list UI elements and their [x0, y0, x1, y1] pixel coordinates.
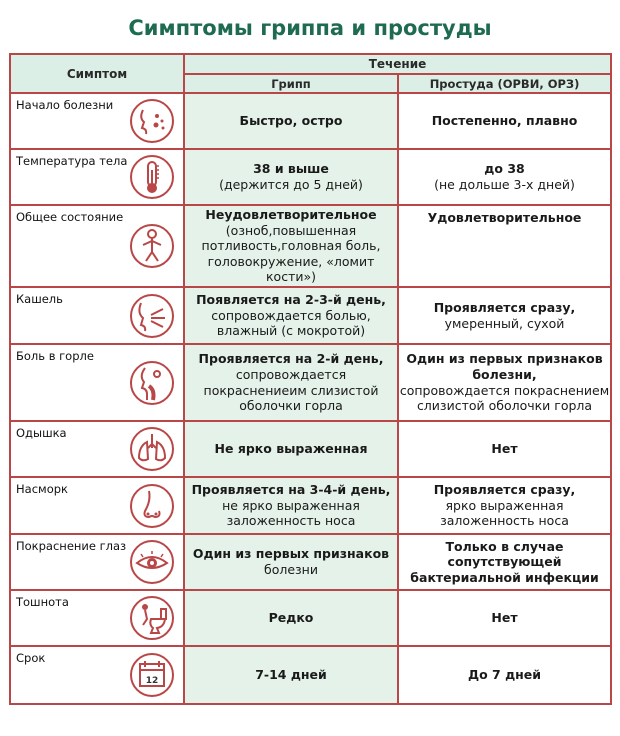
flu-value: Неудовлетворительное [205, 206, 377, 222]
cold-value: Один из первых признаков болезни, [406, 351, 603, 382]
page-title: Симптомы гриппа и простуды [128, 16, 492, 40]
flu-value: 7-14 дней [255, 667, 327, 683]
calendar-icon [129, 652, 175, 698]
flu-note: болезни [264, 562, 318, 577]
symptom-header: Симптом [10, 54, 184, 93]
sneeze-face-icon [129, 98, 175, 144]
flu-note: сопровождается покраснениеим слизистой оболочки горла [203, 366, 379, 414]
table-row [10, 205, 611, 287]
cold-value: Нет [491, 610, 518, 626]
cold-value: Проявляется сразу, [433, 482, 576, 498]
table-row [10, 421, 611, 477]
cold-value: Постепенно, плавно [431, 113, 578, 129]
flu-value: Не ярко выраженная [214, 441, 368, 457]
calendar-day: 12 [145, 676, 159, 686]
cold-value: До 7 дней [467, 667, 542, 683]
flu-value: Проявляется на 2-й день, [198, 351, 384, 367]
cold-header: Простуда (ОРВИ, ОРЗ) [398, 74, 611, 93]
thermometer-icon [129, 154, 175, 200]
flu-value: Редко [268, 610, 314, 626]
toilet-nausea-icon [129, 595, 175, 641]
symptom-label: Тошнота [16, 595, 69, 609]
course-header: Течение [184, 54, 611, 74]
flu-value: Один из первых признаков [192, 546, 390, 562]
flu-value: 38 и выше [253, 161, 329, 177]
cold-value: Нет [491, 441, 518, 457]
flu-value: Проявляется на 3-4-й день, [191, 482, 391, 498]
cold-value: Только в случае сопутствующей бактериальной инфекции [410, 538, 599, 585]
cold-value: до 38 [484, 161, 525, 177]
body-figure-icon [129, 223, 175, 269]
cold-note: ярко выраженная заложенность носа [440, 497, 569, 529]
symptom-label: Температура тела [16, 154, 128, 168]
table-row [10, 149, 611, 205]
table-row [10, 646, 611, 704]
flu-note: не ярко выраженная заложенность носа [222, 497, 360, 529]
eye-icon [129, 539, 175, 585]
symptom-label: Покраснение глаз [16, 539, 127, 553]
sore-throat-icon [129, 360, 175, 406]
lungs-icon [129, 426, 175, 472]
cough-icon [129, 293, 175, 339]
table-row [10, 534, 611, 590]
flu-value: Быстро, остро [239, 113, 343, 129]
symptom-label: Боль в горле [16, 349, 94, 363]
nose-icon [129, 483, 175, 529]
flu-note: сопровождается болью, влажный (с мокротой) [211, 307, 371, 339]
symptom-label: Общее состояние [16, 210, 124, 224]
flu-value: Появляется на 2-3-й день, [196, 292, 386, 308]
flu-note: (озноб,повышенная потливость,головная боль, головокружение, «ломит кости») [201, 222, 381, 285]
flu-header: Грипп [184, 74, 398, 93]
flu-note: (держится до 5 дней) [219, 177, 363, 192]
symptom-label: Насморк [16, 482, 68, 496]
table-row [10, 344, 611, 421]
table-row [10, 477, 611, 534]
symptom-label: Начало болезни [16, 98, 114, 112]
cold-note: сопровождается покраснением слизистой оболочки горла [399, 382, 610, 414]
table-row [10, 590, 611, 646]
cold-value: Удовлетворительное [427, 210, 582, 225]
cold-note: (не дольше 3-х дней) [434, 177, 575, 192]
symptom-label: Одышка [16, 426, 67, 440]
table-row [10, 93, 611, 149]
symptom-label: Кашель [16, 292, 63, 306]
symptoms-table [9, 53, 612, 705]
cold-value: Проявляется сразу, [433, 299, 576, 315]
table-row [10, 287, 611, 344]
cold-note: умеренный, сухой [444, 315, 565, 331]
symptom-label: Срок [16, 651, 46, 665]
